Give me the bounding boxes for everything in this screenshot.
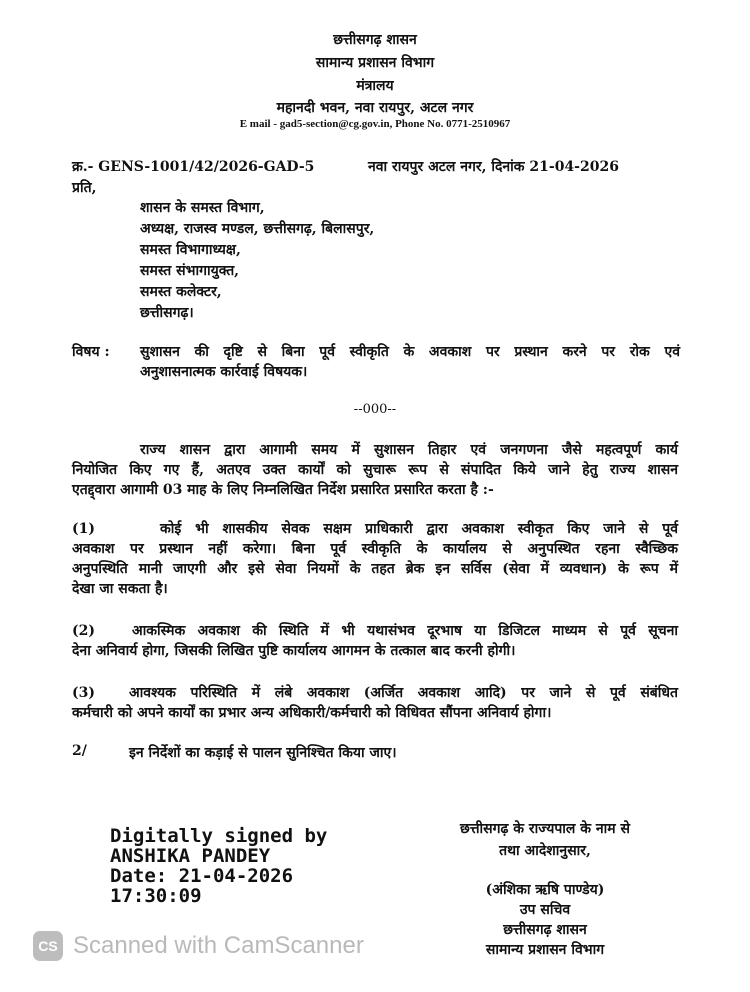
to-label: प्रति,: [72, 180, 97, 196]
camscanner-watermark: [33, 931, 364, 961]
point-line: आकस्मिक अवकाश की स्थिति में भी यथासंभव दूरभाष या डिजिटल माध्यम से पूर्व सूचना: [132, 623, 678, 639]
addressee: समस्त कलेक्टर,: [140, 284, 222, 300]
signer-designation: उप सचिव: [519, 902, 571, 918]
addressee: अध्यक्ष, राजस्व मण्डल, छत्तीसगढ़, बिलासपुर,: [140, 221, 375, 237]
point-number: (2): [72, 623, 95, 639]
intro-line: राज्य शासन द्वारा आगामी समय में सुशासन तिहार एवं जनगणना जैसे महत्वपूर्ण कार्य: [140, 442, 678, 458]
intro-line: एतद्द्वारा आगामी 03 माह के लिए निम्नलिखित निर्देश प्रसारित प्रसारित करता है :-: [72, 482, 494, 498]
addressee: समस्त संभागायुक्त,: [140, 263, 240, 279]
point-line: अनुपस्थिति मानी जाएगी और इसे सेवा नियमों के तहत ब्रेक इन सर्विस (सेवा में व्यवधान) के रूप में: [72, 561, 678, 577]
closing-number: 2/: [72, 743, 87, 759]
point-number: (3): [72, 685, 95, 701]
point-2: [72, 621, 678, 661]
signer-authority: [395, 818, 695, 862]
header-govt: छत्तीसगढ़ शासन: [333, 32, 417, 48]
signature-line: Date: 21-04-2026: [110, 865, 294, 887]
signer-org: छत्तीसगढ़ शासन: [503, 922, 587, 938]
place-date: नवा रायपुर अटल नगर, दिनांक 21-04-2026: [368, 159, 619, 175]
camscanner-logo-icon: CS: [33, 931, 63, 961]
addressee: समस्त विभागाध्यक्ष,: [140, 242, 241, 258]
signer-org: सामान्य प्रशासन विभाग: [485, 942, 605, 958]
header-department: सामान्य प्रशासन विभाग: [315, 55, 435, 71]
point-1: [72, 519, 678, 599]
signature-line: ANSHIKA PANDEY: [110, 845, 271, 867]
intro-paragraph: [72, 440, 678, 500]
point-number: (1): [72, 521, 95, 537]
closing-text: इन निर्देशों का कड़ाई से पालन सुनिश्चित किया जाए।: [129, 745, 397, 761]
subject-label: विषय :: [72, 344, 110, 360]
signer-details: [395, 880, 695, 960]
subject-line: अनुशासनात्मक कार्रवाई विषयक।: [140, 364, 308, 380]
watermark-text: Scanned with CamScanner: [73, 932, 364, 959]
header-contact: E mail - gad5-section@cg.gov.in, Phone No. 0771-2510967: [239, 118, 511, 130]
point-line: देना अनिवार्य होगा, जिसकी लिखित पुष्टि कार्यालय आगमन के तत्काल बाद करनी होगी।: [72, 643, 516, 659]
signer-name: (अंशिका ऋषि पाण्डेय): [485, 882, 605, 898]
point-3: [72, 683, 678, 723]
separator: --000--: [353, 402, 397, 417]
point-line: आवश्यक परिस्थिति में लंबे अवकाश (अर्जित अवकाश आदि) पर जाने से पूर्व संबंधित: [129, 685, 678, 701]
addressee-list: [140, 198, 374, 324]
subject-line: सुशासन की दृष्टि से बिना पूर्व स्वीकृति के अवकाश पर प्रस्थान करने पर रोक एवं: [140, 344, 680, 360]
point-line: अवकाश पर प्रस्थान नहीं करेगा। बिना पूर्व स्वीकृति के कार्यालय से अनुपस्थित रहना स्वैच्छिक: [72, 541, 678, 557]
reference-number: क्र.- GENS-1001/42/2026-GAD-5: [72, 159, 315, 175]
point-line: देखा जा सकता है।: [72, 581, 168, 597]
addressee: शासन के समस्त विभाग,: [140, 200, 265, 216]
subject-text: [140, 342, 680, 382]
signer-line: तथा आदेशानुसार,: [499, 843, 591, 859]
addressee: छत्तीसगढ़।: [140, 305, 194, 321]
digital-signature-stamp: [110, 826, 327, 906]
signature-line: 17:30:09: [110, 885, 202, 907]
header-ministry: मंत्रालय: [356, 78, 394, 94]
signer-line: छत्तीसगढ़ के राज्यपाल के नाम से: [460, 821, 630, 837]
signature-line: Digitally signed by: [110, 825, 328, 847]
intro-line: नियोजित किए गए हैं, अतएव उक्त कार्यों को सुचारू रूप से संपादित किये जाने हेतु राज्य शासन: [72, 462, 678, 478]
point-line: कोई भी शासकीय सेवक सक्षम प्राधिकारी द्वारा अवकाश स्वीकृत किए जाने से पूर्व: [160, 521, 678, 537]
point-line: कर्मचारी को अपने कार्यों का प्रभार अन्य अधिकारी/कर्मचारी को विधिवत सौंपना अनिवार्य होगा।: [72, 705, 552, 721]
header-address: महानदी भवन, नवा रायपुर, अटल नगर: [276, 100, 474, 116]
